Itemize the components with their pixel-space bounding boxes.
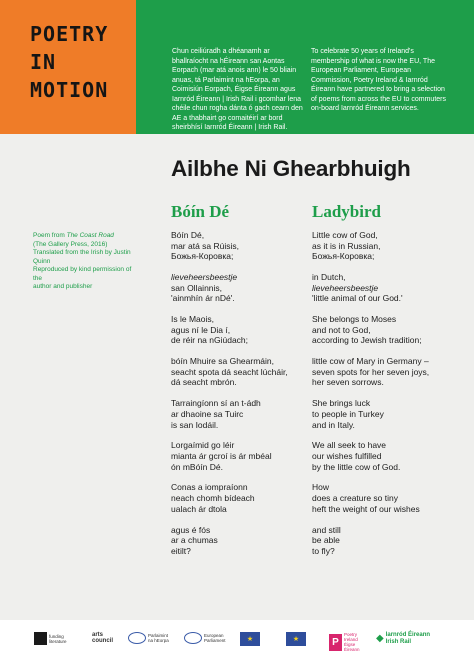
poem-line: neach chomh bídeach [171, 493, 255, 504]
poem-line: does a creature so tiny [312, 493, 398, 504]
poem-line: bóín Mhuire sa Ghearmáin, [171, 356, 274, 367]
logo-panel [0, 0, 136, 134]
logo-text [344, 632, 360, 652]
poem-stanza [171, 398, 309, 430]
logo-text [92, 632, 113, 644]
poem-line: Bóín Dé, [171, 230, 205, 240]
poem-line: Conas a iompraíonn [171, 482, 248, 493]
credit-line: Reproduced by kind permission of the [33, 266, 132, 282]
poem-line: Is le Maois, [171, 314, 214, 325]
logo-text-line: Éigse [344, 642, 356, 647]
eu-flag-icon: ★ [286, 632, 306, 646]
poem-stanza [171, 440, 309, 472]
poem-line: and in Italy. [312, 419, 355, 430]
poem-line: Tarraingíonn sí an t-ádh [171, 398, 261, 409]
credit-line [33, 232, 133, 241]
logo-text-line: Parliament [204, 638, 226, 643]
poem-line: be able [312, 535, 340, 546]
poem-stanza [171, 272, 309, 304]
poem-line: our wishes fulfilled [312, 450, 382, 461]
poem-stanza [312, 482, 462, 514]
poem-stanza [171, 356, 309, 388]
logo-text-line: literature [49, 638, 67, 644]
poem-line: san Ollainnis, [171, 282, 223, 293]
poem-line: seven spots for her seven joys, [312, 366, 430, 377]
poem-line: How [312, 482, 330, 493]
poem-line: Lorgaímid go léir [171, 440, 235, 451]
irish-rail-mark-icon: ◆ [376, 633, 384, 644]
poem-line: 'little animal of our God.' [312, 293, 403, 304]
logo-text-line: na hEorpa [148, 638, 169, 643]
poem-line: and still [312, 524, 341, 535]
arts-council-logo [92, 632, 113, 644]
poem-line: according to Jewish tradition; [312, 335, 422, 346]
poem-line: in Dutch, [312, 272, 346, 283]
poem-line: agus ní le Dia í, [171, 324, 231, 335]
poem-line: ón mBóín Dé. [171, 461, 223, 472]
poem-line: by the little cow of God. [312, 461, 401, 472]
irish-rail-logo [376, 632, 430, 645]
poem-stanza [171, 314, 309, 346]
poem-line: seacht spota dá seacht lúcháir, [171, 366, 288, 377]
poem-line: dá seacht mbrón. [171, 377, 237, 388]
poem-line: agus é fós [171, 524, 211, 535]
poem-line: Little cow of God, [312, 230, 378, 240]
parliament-mark-icon [128, 632, 146, 644]
logo-text [148, 633, 169, 643]
logo-text-line: arts [92, 632, 104, 638]
logo-text-line: Parlaimint [148, 633, 169, 638]
european-parliament-irish-logo [128, 632, 169, 644]
poem-stanza [312, 525, 462, 557]
parliament-mark-icon [184, 632, 202, 644]
poem-title-irish: Bóín Dé [171, 202, 230, 221]
poem-line: 'ainmhín ár nDé'. [171, 293, 235, 304]
poem-stanza [312, 398, 462, 430]
european-commission-logo [240, 632, 260, 646]
poem-line: eitilt? [171, 545, 191, 556]
poem-title-english: Ladybird [312, 202, 381, 221]
credit-line: Translated from the Irish by Justin Quinn [33, 249, 131, 265]
logo-text-line: Irish Rail [385, 638, 412, 645]
poetry-ireland-logo [329, 632, 360, 652]
credit-prefix: Poem from [33, 232, 67, 239]
credit-line: author and publisher [33, 283, 93, 290]
poem-irish-column [171, 230, 309, 567]
logo-text-line: Poetry [344, 632, 358, 637]
poem-stanza [312, 314, 462, 346]
poem-line: ualach ár dtola [171, 503, 227, 514]
poem-stanza [171, 482, 309, 514]
poem-stanza [312, 230, 462, 262]
poem-stanza [171, 230, 309, 262]
poem-english-column [312, 230, 462, 567]
poetry-ireland-p-icon: P [329, 634, 342, 651]
poet-name: Ailbhe Ni Ghearbhuigh [171, 156, 411, 181]
logo-text-line: European [204, 633, 224, 638]
poem-line: lieveheersbeestje [312, 282, 379, 293]
intro-text-english: To celebrate 50 years of Ireland's membership of what is now the EU, The European Parliament, European Commission, Poetry Ireland & Iarnród Éireann have partnered to bring a selection of poems from across the EU to commuters on-board Iarnród Éireann services. [311, 48, 446, 112]
poem-credits [33, 232, 133, 292]
poetry-in-motion-logo [30, 20, 118, 110]
logo-text-line: Éireann [344, 647, 360, 652]
poem-line: She belongs to Moses [312, 314, 397, 325]
poem-line: de réir na nGiúdach; [171, 335, 249, 346]
funding-literature-mark-icon [34, 632, 47, 645]
logo-line: MOTION [30, 78, 109, 102]
intro-text-irish: Chun ceiliúradh a dhéanamh ar bhallraíocht na hÉireann san Aontas Eorpach (mar atá anois ann) le 50 bliain anuas, tá Parlaimint na hEorpa, an Coimisiún Eorpach, Éigse Éireann agus Iarnród Éireann | Irish Rail i gcomhar lena chéile chun rogha dánta ó gach cearn den AE a thabhairt go comaitéirí ar bord sheirbhísí Iarnród Éireann | Irish Rail. [172, 48, 303, 131]
credit-line: (The Gallery Press, 2016) [33, 240, 108, 248]
logo-line: IN [30, 50, 57, 74]
poem-line: and not to God, [312, 324, 371, 335]
poem-line: lieveheersbeestje [171, 272, 238, 283]
intro-panel [136, 0, 474, 134]
poem-line: little cow of Mary in Germany – [312, 356, 429, 367]
logo-text [204, 633, 226, 643]
poem-stanza [312, 440, 462, 472]
poem-line: mar atá sa Rúisis, [171, 240, 240, 251]
header-banner [0, 0, 474, 134]
poem-stanza [171, 525, 309, 557]
poem-stanza [312, 272, 462, 304]
logo-text-line: Iarnród Éireann [385, 632, 431, 638]
european-parliament-logo [184, 632, 226, 644]
logo-line: POETRY [30, 22, 109, 46]
poem-line: ar dhaoine sa Tuirc [171, 408, 244, 419]
poem-line: to people in Turkey [312, 408, 384, 419]
logo-text-line: council [92, 638, 114, 644]
poem-line: mianta ár gcroí is ár mbéal [171, 450, 272, 461]
funding-literature-logo [34, 632, 67, 645]
logo-text-line: Ireland [344, 637, 358, 642]
poem-line: ar a chumas [171, 535, 218, 546]
book-title: The Coast Road [66, 232, 114, 239]
poem-line: as it is in Russian, [312, 240, 381, 251]
eu-flag-icon: ★ [240, 632, 260, 646]
poem-line: We all seek to have [312, 440, 387, 451]
logo-text-line: funding [49, 633, 64, 639]
poem-line: She brings luck [312, 398, 371, 409]
poem-line: is san Iodáil. [171, 419, 219, 430]
sponsor-footer [0, 620, 474, 669]
poem-line: heft the weight of our wishes [312, 503, 420, 514]
logo-text [386, 632, 430, 645]
poem-line: Божья-Коровка; [171, 251, 234, 262]
poem-line: her seven sorrows. [312, 377, 384, 388]
poem-stanza [312, 356, 462, 388]
logo-text [49, 634, 67, 644]
eu-flag-logo [286, 632, 306, 646]
poem-line: to fly? [312, 545, 335, 556]
poem-line: Божья-Коровка; [312, 251, 375, 262]
